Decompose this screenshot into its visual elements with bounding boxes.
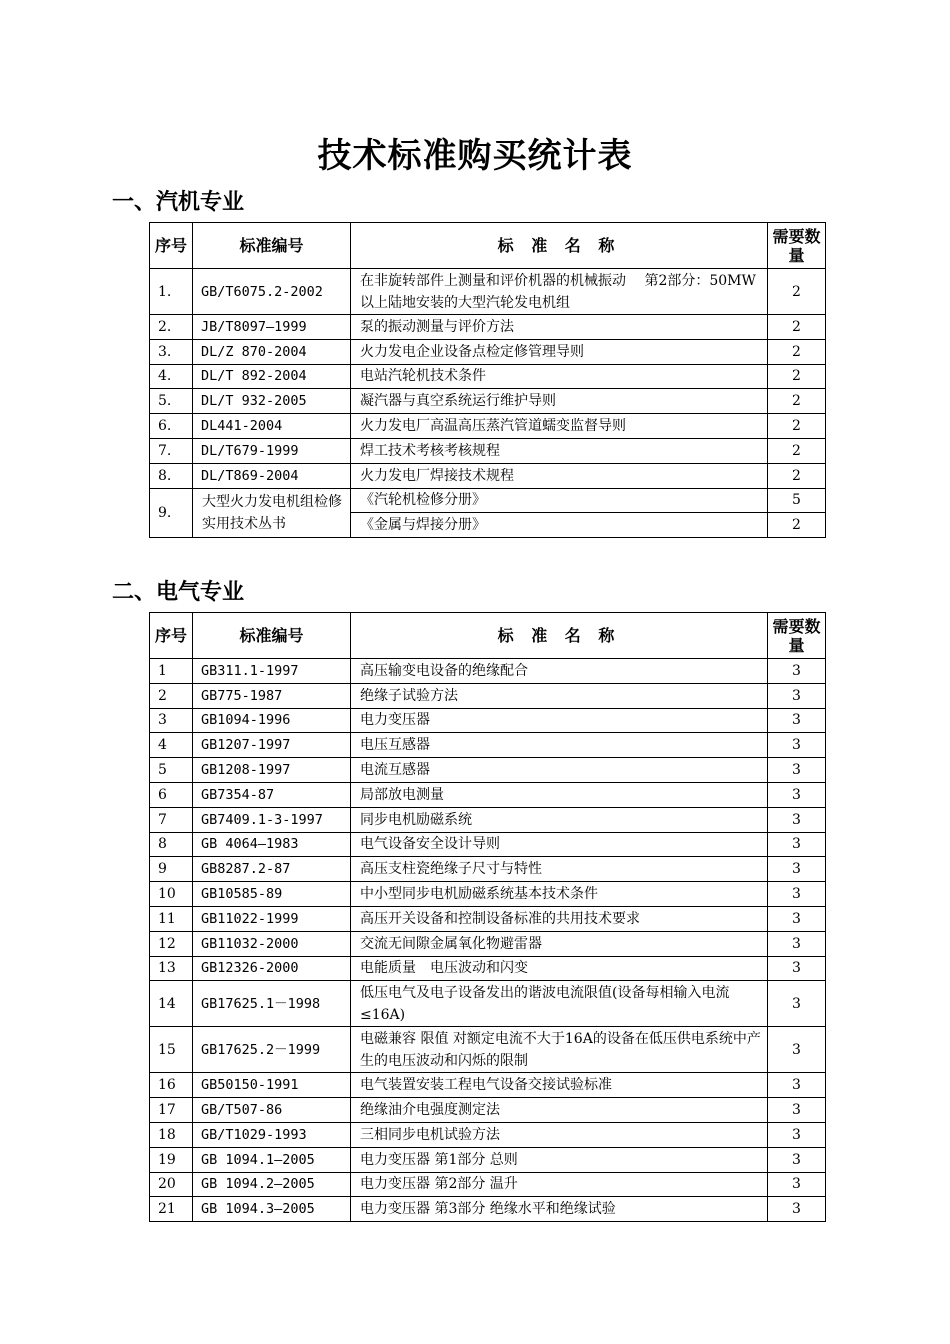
table-row bbox=[150, 364, 826, 389]
standard-name: 《汽轮机检修分册》 bbox=[351, 488, 768, 513]
row-number: 2. bbox=[150, 315, 193, 340]
quantity: 2 bbox=[768, 269, 826, 315]
table-row bbox=[150, 463, 826, 488]
standard-name: 电力变压器 第3部分 绝缘水平和绝缘试验 bbox=[351, 1197, 768, 1222]
table-header-row bbox=[150, 613, 826, 659]
standard-name: 电磁兼容 限值 对额定电流不大于16A的设备在低压供电系统中产生的电压波动和闪烁的限制 bbox=[351, 1027, 768, 1073]
row-number: 4. bbox=[150, 364, 193, 389]
row-number: 8. bbox=[150, 463, 193, 488]
standard-code: GB/T1029-1993 bbox=[193, 1122, 351, 1147]
quantity: 3 bbox=[768, 1197, 826, 1222]
table-row bbox=[150, 339, 826, 364]
table-row bbox=[150, 315, 826, 340]
header-code: 标准编号 bbox=[193, 613, 351, 659]
row-number: 7. bbox=[150, 438, 193, 463]
standard-name: 同步电机励磁系统 bbox=[351, 807, 768, 832]
table-row bbox=[150, 832, 826, 857]
table-row bbox=[150, 1197, 826, 1222]
table-row bbox=[150, 956, 826, 981]
row-number: 1 bbox=[150, 659, 193, 684]
quantity: 3 bbox=[768, 981, 826, 1027]
row-number: 18 bbox=[150, 1122, 193, 1147]
row-number: 9. bbox=[150, 488, 193, 538]
quantity: 3 bbox=[768, 1098, 826, 1123]
standard-name: 焊工技术考核考核规程 bbox=[351, 438, 768, 463]
table-row bbox=[150, 931, 826, 956]
standard-name: 电力变压器 第2部分 温升 bbox=[351, 1172, 768, 1197]
quantity: 3 bbox=[768, 782, 826, 807]
quantity: 3 bbox=[768, 683, 826, 708]
row-number: 7 bbox=[150, 807, 193, 832]
standard-code: GB11032-2000 bbox=[193, 931, 351, 956]
table-row bbox=[150, 1147, 826, 1172]
standard-name: 电气设备安全设计导则 bbox=[351, 832, 768, 857]
standard-code: GB/T507-86 bbox=[193, 1098, 351, 1123]
row-number: 6 bbox=[150, 782, 193, 807]
standard-name: 电流互感器 bbox=[351, 758, 768, 783]
standard-name: 绝缘子试验方法 bbox=[351, 683, 768, 708]
quantity: 3 bbox=[768, 882, 826, 907]
row-number: 20 bbox=[150, 1172, 193, 1197]
table-row bbox=[150, 414, 826, 439]
quantity: 2 bbox=[768, 513, 826, 538]
section-heading-turbine: 一、汽机专业 bbox=[112, 189, 245, 215]
standard-code: GB1207-1997 bbox=[193, 733, 351, 758]
row-number: 1. bbox=[150, 269, 193, 315]
table-row bbox=[150, 659, 826, 684]
quantity: 2 bbox=[768, 438, 826, 463]
standard-name: 高压开关设备和控制设备标准的共用技术要求 bbox=[351, 906, 768, 931]
table-row bbox=[150, 1098, 826, 1123]
row-number: 8 bbox=[150, 832, 193, 857]
standard-code: GB10585-89 bbox=[193, 882, 351, 907]
standard-name: 绝缘油介电强度测定法 bbox=[351, 1098, 768, 1123]
table-row bbox=[150, 1027, 826, 1073]
row-number: 21 bbox=[150, 1197, 193, 1222]
standard-code: DL/Z 870-2004 bbox=[193, 339, 351, 364]
standard-name: 低压电气及电子设备发出的谐波电流限值(设备每相输入电流≤16A) bbox=[351, 981, 768, 1027]
standard-code: DL/T 892-2004 bbox=[193, 364, 351, 389]
table-row bbox=[150, 488, 826, 513]
standard-code: GB50150-1991 bbox=[193, 1073, 351, 1098]
electrical-standards-table bbox=[149, 612, 826, 1222]
row-number: 14 bbox=[150, 981, 193, 1027]
header-name: 标 准 名 称 bbox=[351, 613, 768, 659]
row-number: 2 bbox=[150, 683, 193, 708]
table-row bbox=[150, 438, 826, 463]
quantity: 3 bbox=[768, 1147, 826, 1172]
header-code: 标准编号 bbox=[193, 223, 351, 269]
row-number: 5. bbox=[150, 389, 193, 414]
standard-name: 凝汽器与真空系统运行维护导则 bbox=[351, 389, 768, 414]
row-number: 12 bbox=[150, 931, 193, 956]
table-row bbox=[150, 1122, 826, 1147]
header-qty: 需要数量 bbox=[768, 223, 826, 269]
standard-code: JB/T8097—1999 bbox=[193, 315, 351, 340]
standard-code: GB7354-87 bbox=[193, 782, 351, 807]
quantity: 3 bbox=[768, 659, 826, 684]
standard-name: 火力发电厂高温高压蒸汽管道蠕变监督导则 bbox=[351, 414, 768, 439]
standard-name: 高压输变电设备的绝缘配合 bbox=[351, 659, 768, 684]
quantity: 3 bbox=[768, 857, 826, 882]
header-name: 标 准 名 称 bbox=[351, 223, 768, 269]
row-number: 15 bbox=[150, 1027, 193, 1073]
row-number: 9 bbox=[150, 857, 193, 882]
standard-name: 火力发电厂焊接技术规程 bbox=[351, 463, 768, 488]
standard-code: GB 1094.1—2005 bbox=[193, 1147, 351, 1172]
table-row bbox=[150, 807, 826, 832]
standard-name: 泵的振动测量与评价方法 bbox=[351, 315, 768, 340]
table-header-row bbox=[150, 223, 826, 269]
table-row bbox=[150, 1073, 826, 1098]
row-number: 13 bbox=[150, 956, 193, 981]
row-number: 4 bbox=[150, 733, 193, 758]
row-number: 10 bbox=[150, 882, 193, 907]
row-number: 19 bbox=[150, 1147, 193, 1172]
standard-code: DL/T869-2004 bbox=[193, 463, 351, 488]
quantity: 3 bbox=[768, 733, 826, 758]
standard-name: 交流无间隙金属氧化物避雷器 bbox=[351, 931, 768, 956]
quantity: 3 bbox=[768, 1172, 826, 1197]
standard-code: GB 1094.2—2005 bbox=[193, 1172, 351, 1197]
page-title: 技术标准购买统计表 bbox=[317, 136, 633, 176]
standard-code: DL/T679-1999 bbox=[193, 438, 351, 463]
standard-name: 电气装置安装工程电气设备交接试验标准 bbox=[351, 1073, 768, 1098]
header-qty: 需要数量 bbox=[768, 613, 826, 659]
standard-name: 火力发电企业设备点检定修管理导则 bbox=[351, 339, 768, 364]
standard-code: GB11022-1999 bbox=[193, 906, 351, 931]
standard-name: 中小型同步电机励磁系统基本技术条件 bbox=[351, 882, 768, 907]
standard-code: GB/T6075.2-2002 bbox=[193, 269, 351, 315]
quantity: 2 bbox=[768, 414, 826, 439]
quantity: 3 bbox=[768, 1073, 826, 1098]
table-row bbox=[150, 708, 826, 733]
table-row bbox=[150, 683, 826, 708]
standard-name: 电力变压器 第1部分 总则 bbox=[351, 1147, 768, 1172]
standard-name: 电站汽轮机技术条件 bbox=[351, 364, 768, 389]
quantity: 3 bbox=[768, 758, 826, 783]
quantity: 5 bbox=[768, 488, 826, 513]
header-no: 序号 bbox=[150, 613, 193, 659]
row-number: 3. bbox=[150, 339, 193, 364]
table-row bbox=[150, 882, 826, 907]
table-row bbox=[150, 389, 826, 414]
standard-code: GB775-1987 bbox=[193, 683, 351, 708]
table-row bbox=[150, 981, 826, 1027]
standard-name: 高压支柱瓷绝缘子尺寸与特性 bbox=[351, 857, 768, 882]
section-heading-electrical: 二、电气专业 bbox=[112, 579, 245, 605]
table-row bbox=[150, 758, 826, 783]
quantity: 3 bbox=[768, 1122, 826, 1147]
table-row bbox=[150, 782, 826, 807]
row-number: 11 bbox=[150, 906, 193, 931]
standard-code: GB311.1-1997 bbox=[193, 659, 351, 684]
quantity: 3 bbox=[768, 1027, 826, 1073]
standard-code: GB 4064—1983 bbox=[193, 832, 351, 857]
standard-name: 《金属与焊接分册》 bbox=[351, 513, 768, 538]
standard-name: 电力变压器 bbox=[351, 708, 768, 733]
row-number: 3 bbox=[150, 708, 193, 733]
quantity: 2 bbox=[768, 339, 826, 364]
standard-name: 电压互感器 bbox=[351, 733, 768, 758]
standard-name: 电能质量 电压波动和闪变 bbox=[351, 956, 768, 981]
standard-name: 在非旋转部件上测量和评价机器的机械振动 第2部分：50MW以上陆地安装的大型汽轮发电机组 bbox=[351, 269, 768, 315]
standard-name: 局部放电测量 bbox=[351, 782, 768, 807]
standard-code: GB17625.1－1998 bbox=[193, 981, 351, 1027]
quantity: 2 bbox=[768, 364, 826, 389]
table-row bbox=[150, 269, 826, 315]
turbine-standards-table bbox=[149, 222, 826, 538]
standard-code: GB 1094.3—2005 bbox=[193, 1197, 351, 1222]
table-row bbox=[150, 906, 826, 931]
quantity: 3 bbox=[768, 807, 826, 832]
table-row bbox=[150, 733, 826, 758]
quantity: 2 bbox=[768, 315, 826, 340]
table-row bbox=[150, 1172, 826, 1197]
standard-name: 三相同步电机试验方法 bbox=[351, 1122, 768, 1147]
table-row bbox=[150, 857, 826, 882]
quantity: 3 bbox=[768, 832, 826, 857]
header-no: 序号 bbox=[150, 223, 193, 269]
standard-code: GB17625.2－1999 bbox=[193, 1027, 351, 1073]
row-number: 6. bbox=[150, 414, 193, 439]
standard-code: GB7409.1-3-1997 bbox=[193, 807, 351, 832]
standard-code: DL/T 932-2005 bbox=[193, 389, 351, 414]
row-number: 17 bbox=[150, 1098, 193, 1123]
standard-code: GB1094-1996 bbox=[193, 708, 351, 733]
standard-code: 大型火力发电机组检修实用技术丛书 bbox=[193, 488, 351, 538]
quantity: 3 bbox=[768, 708, 826, 733]
standard-code: GB1208-1997 bbox=[193, 758, 351, 783]
quantity: 2 bbox=[768, 389, 826, 414]
row-number: 5 bbox=[150, 758, 193, 783]
standard-code: GB12326-2000 bbox=[193, 956, 351, 981]
standard-code: DL441-2004 bbox=[193, 414, 351, 439]
quantity: 3 bbox=[768, 931, 826, 956]
quantity: 3 bbox=[768, 906, 826, 931]
row-number: 16 bbox=[150, 1073, 193, 1098]
quantity: 3 bbox=[768, 956, 826, 981]
standard-code: GB8287.2-87 bbox=[193, 857, 351, 882]
quantity: 2 bbox=[768, 463, 826, 488]
